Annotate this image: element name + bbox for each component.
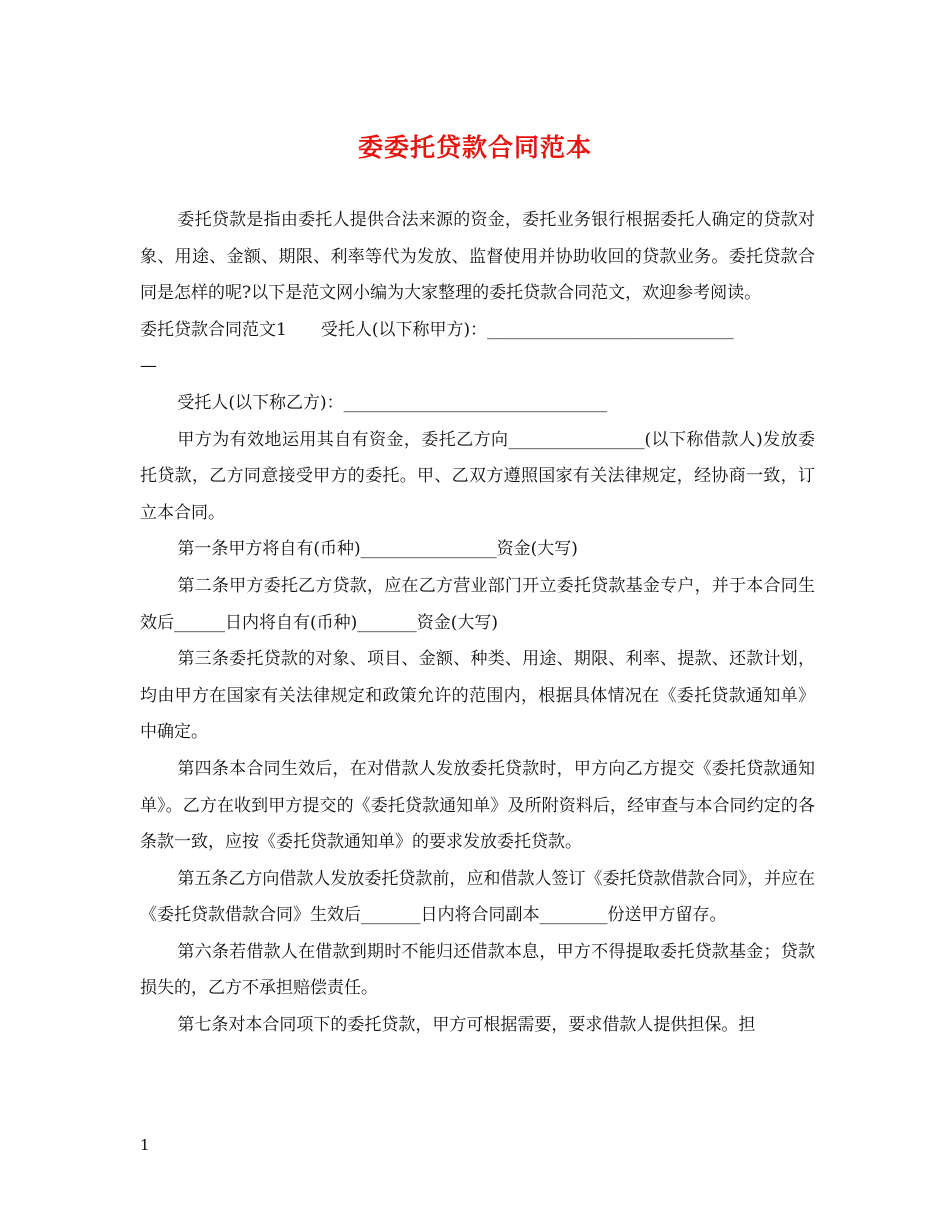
article-3: 第三条委托贷款的对象、项目、金额、种类、用途、期限、利率、提款、还款计划，均由甲方在国家有关法律规定和政策允许的范围内，根据具体情况在《委托贷款通知单》中确定。 <box>140 649 815 743</box>
preamble-paragraph: 甲方为有效地运用其自有资金，委托乙方向________________(以下称借款人)发放委托贷款，乙方同意接受甲方的委托。甲、乙双方遵照国家有关法律规定，经协商一致，订立本合同。 <box>140 429 815 523</box>
article-2: 第二条甲方委托乙方贷款，应在乙方营业部门开立委托贷款基金专户，并于本合同生效后______日内将自有(币种)_______资金(大写) <box>140 575 815 633</box>
party-b-line: 受托人(以下称乙方)：_______________________________ <box>177 392 608 413</box>
article-5: 第五条乙方向借款人发放委托贷款前，应和借款人签订《委托贷款借款合同》，并应在《委托贷款借款合同》生效后_______日内将合同副本________份送甲方留存。 <box>140 868 815 926</box>
page-number: 1 <box>140 1136 150 1154</box>
document-body <box>140 202 815 1044</box>
intro-paragraph: 委托贷款是指由委托人提供合法来源的资金，委托业务银行根据委托人确定的贷款对象、用途、金额、期限、利率等代为发放、监督使用并协助收回的贷款业务。委托贷款合同是怎样的呢?以下是范文网小编为大家整理的委托贷款合同范文，欢迎参考阅读。 <box>140 210 815 304</box>
article-4: 第四条本合同生效后，在对借款人发放委托贷款时，甲方向乙方提交《委托贷款通知单》。乙方在收到甲方提交的《委托贷款通知单》及所附资料后，经审查与本合同约定的各条款一致，应按《委托贷款通知单》的要求发放委托贷款。 <box>140 758 815 853</box>
article-7: 第七条对本合同项下的委托贷款，甲方可根据需要，要求借款人提供担保。担 <box>177 1015 756 1036</box>
article-1: 第一条甲方将自有(币种)________________资金(大写) <box>177 539 578 560</box>
article-6: 第六条若借款人在借款到期时不能归还借款本息，甲方不得提取委托贷款基金；贷款损失的，乙方不承担赔偿责任。 <box>140 941 815 999</box>
blank-line-continuation: — <box>140 356 157 377</box>
document-title: 委委托贷款合同范本 <box>357 133 592 162</box>
sample-heading-party-a: 委托贷款合同范文1 受托人(以下称甲方)：_____________________________ <box>140 319 734 340</box>
